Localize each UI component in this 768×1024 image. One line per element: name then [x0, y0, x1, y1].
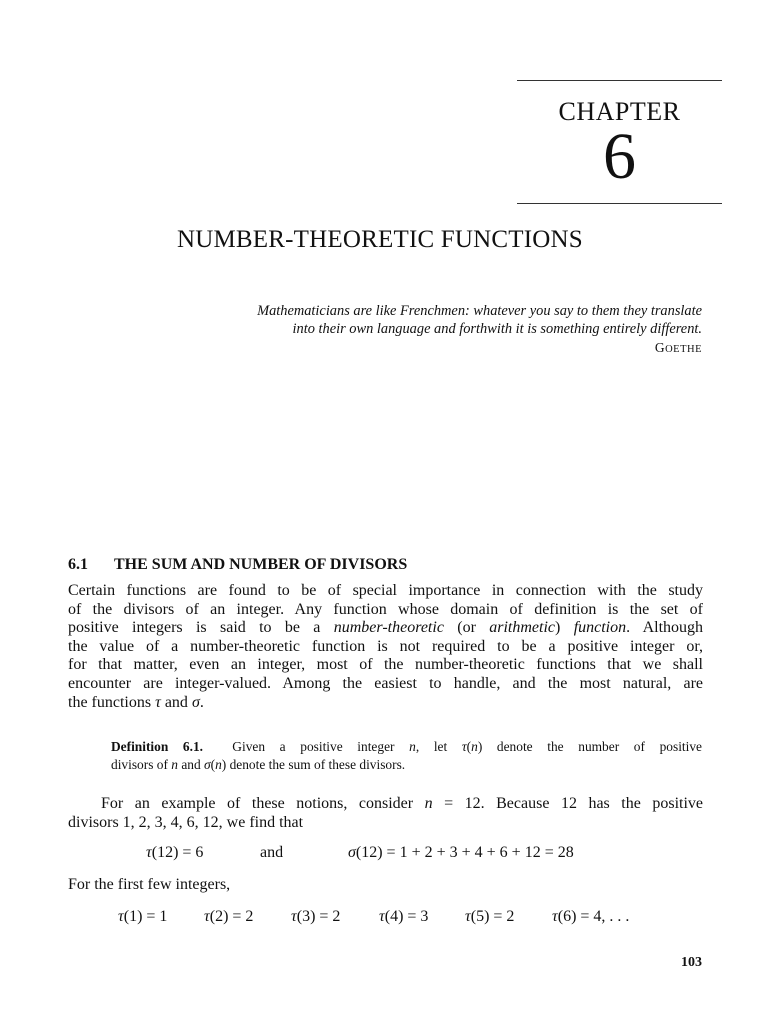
page-number: 103 — [681, 955, 702, 970]
text-run: . — [199, 693, 204, 711]
equation-text: (12) = 6 — [151, 844, 204, 861]
equation-text: (1) = 1 — [123, 908, 168, 925]
emphasis-term: function — [573, 619, 627, 637]
math-var: n — [471, 739, 478, 754]
paragraph-line: for that matter, even an integer, most of the number-theoretic functions that we shall — [68, 656, 703, 674]
math-var: n — [424, 795, 433, 812]
epigraph-line-1: Mathematicians are like Frenchmen: whatever you say to them they translate — [257, 303, 702, 319]
tau-value-term — [204, 908, 291, 926]
tau-symbol: τ — [552, 908, 558, 925]
text-run: the functions — [68, 693, 156, 711]
epigraph-author-initial: G — [654, 340, 666, 355]
equation-text: (6) = 4, . . . — [557, 908, 630, 925]
section-title: THE SUM AND NUMBER OF DIVISORS — [114, 556, 408, 573]
section-heading — [68, 556, 407, 574]
definition-label: Definition 6.1. — [111, 739, 204, 754]
sigma-symbol: σ — [348, 844, 356, 861]
tau-value-term — [118, 908, 204, 926]
example-paragraph — [68, 795, 703, 832]
paragraph-line: the value of a number-theoretic function is not required to be a positive integer or, — [68, 637, 703, 655]
epigraph-author-rest: OETHE — [665, 344, 702, 355]
chapter-label: CHAPTER — [558, 97, 681, 126]
text-run: , let — [415, 739, 462, 754]
text-run: ( — [466, 739, 472, 754]
equation-text: (12) = 1 + 2 + 3 + 4 + 6 + 12 = 28 — [355, 844, 574, 861]
text-run: positive integers is said to be a — [68, 619, 334, 637]
tau-symbol: τ — [291, 908, 297, 925]
section-number: 6.1 — [68, 556, 88, 573]
tau-value-term — [465, 908, 552, 926]
definition-line — [111, 756, 702, 774]
emphasis-term: arithmetic — [489, 619, 556, 637]
chapter-bottom-rule — [517, 203, 722, 204]
tau-symbol: τ — [379, 908, 385, 925]
definition-line — [111, 738, 702, 756]
epigraph-line-2: into their own language and forthwith it is something entirely different. — [292, 321, 702, 337]
paragraph-line: of the divisors of an integer. Any function whose domain of definition is the set of — [68, 600, 703, 618]
tau-value-term — [291, 908, 379, 926]
text-run: = 12. Because 12 has the positive — [432, 795, 704, 812]
text-run: Given a positive integer — [203, 739, 410, 754]
tau-symbol: τ — [461, 739, 467, 754]
first-few-text: For the first few integers, — [68, 876, 231, 893]
math-var: n — [215, 756, 222, 772]
paragraph-line: encounter are integer-valued. Among the easiest to handle, and the most natural, are — [68, 674, 703, 692]
paragraph-line — [68, 795, 703, 814]
emphasis-term: number-theoretic — [333, 619, 444, 637]
text-run: ) denote the number of positive — [477, 739, 702, 754]
tau-symbol: τ — [465, 908, 471, 925]
equation-text: (4) = 3 — [384, 908, 429, 925]
equation-text: (5) = 2 — [470, 908, 515, 925]
intro-paragraph — [68, 582, 703, 712]
tau-symbol: τ — [204, 908, 210, 925]
text-run: ) — [555, 619, 574, 637]
sigma-symbol: σ — [204, 756, 211, 772]
tau-symbol: τ — [118, 908, 124, 925]
paragraph-line: Certain functions are found to be of special importance in connection with the study — [68, 582, 703, 599]
sigma-symbol: σ — [191, 693, 200, 711]
text-run: For an example of these notions, consider — [101, 795, 425, 812]
text-run: ( — [210, 756, 216, 772]
text-run: (or — [443, 619, 490, 637]
math-var: n — [171, 756, 178, 772]
tau-symbol: τ — [155, 693, 161, 711]
chapter-top-rule — [517, 80, 722, 81]
tau-symbol: τ — [146, 844, 152, 861]
chapter-number: 6 — [603, 120, 636, 193]
tau-value-term — [552, 908, 629, 925]
epigraph-author — [655, 340, 702, 356]
equation-sigma-12 — [348, 844, 574, 862]
equation-text: (2) = 2 — [209, 908, 254, 925]
equation-text: (3) = 2 — [296, 908, 341, 925]
math-var: n — [409, 739, 416, 754]
text-run: and — [177, 756, 204, 772]
equation-connector: and — [260, 844, 284, 861]
paragraph-line — [68, 619, 703, 638]
chapter-title: NUMBER-THEORETIC FUNCTIONS — [177, 226, 583, 253]
text-run: and — [160, 693, 192, 711]
text-run: divisors of — [111, 756, 172, 772]
text-run: ) denote the sum of these divisors. — [221, 756, 406, 772]
tau-values-row — [118, 908, 629, 926]
definition-block — [111, 738, 702, 773]
paragraph-line: divisors 1, 2, 3, 4, 6, 12, we find that — [68, 813, 304, 831]
paragraph-line — [68, 694, 703, 713]
text-run: . Although — [626, 619, 704, 637]
equation-tau-12 — [146, 844, 203, 862]
tau-value-term — [379, 908, 465, 926]
